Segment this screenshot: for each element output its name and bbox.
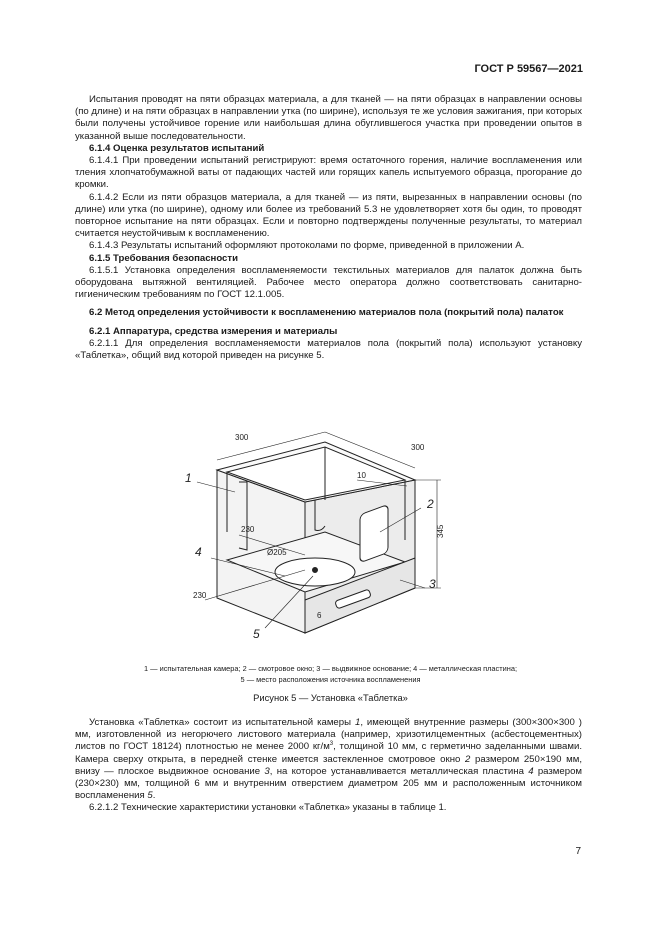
- figure-legend: [60, 663, 601, 685]
- figure-caption: Рисунок 5 — Установка «Таблетка»: [253, 692, 408, 703]
- paragraph: 6.2.1.2 Технические характеристики установки «Таблетка» указаны в таблице 1.: [89, 802, 447, 814]
- document-code: ГОСТ Р 59567—2021: [474, 63, 583, 75]
- paragraph: 6.2.1 Аппаратура, средства измерения и материалы: [89, 325, 338, 337]
- text-block-top: [75, 94, 582, 362]
- paragraph: 6.1.4.3 Результаты испытаний оформляют протоколами по форме, приведенной в приложении А.: [89, 240, 525, 252]
- text-block-bottom: [75, 717, 582, 815]
- viewing-window: [360, 504, 388, 562]
- dim-plate-thick: 6: [317, 611, 322, 620]
- figure-5-drawing: [175, 420, 465, 650]
- paragraph: Установка «Таблетка» состоит из испытательной камеры 1, имеющей внутренние размеры (300×300×300 ) мм, изготовленной из негорючего листового материала (например, хризотилцементных (асбестоцементных) листов по ГОСТ 18124) плотностью не менее 2000 $кг/м^3$, толщиной 10 мм, с герметично заделанными швами. Камера сверху открыта, в передней стенке имеется застекленное смотровое окно 2 размером 250×190 мм, внизу — плоское выдвижное основание 3, на которое устанавливается металлическая пластина 4 размером (230×230) мм, толщиной 6 мм и внутренним отверстием диаметром 205 мм и расположенным источником воспламенения 5.: [75, 717, 583, 802]
- callout-5: 5: [253, 627, 260, 641]
- paragraph: 6.1.5 Требования безопасности: [89, 252, 238, 264]
- paragraph: 6.2 Метод определения устойчивости к воспламенению материалов пола (покрытий пола) палаток: [89, 307, 564, 319]
- paragraph: 6.1.5.1 Установка определения воспламеняемости текстильных материалов для палаток должна быть оборудована вытяжной вентиляцией. Рабочее место оператора должно соответствовать санитарно-гигиеническим требованиям по ГОСТ 12.1.005.: [75, 264, 582, 301]
- callout-2: 2: [427, 497, 434, 511]
- page-number: 7: [575, 846, 581, 857]
- tabletka-drawing: [175, 420, 465, 650]
- paragraph: Испытания проводят на пяти образцах материала, а для тканей — на пяти образцах в направлении основы (по длине) и на пяти образцах в направлении утка (по ширине), используя те же условия зажигания, при которых были получены устойчивое горение или наибольшая длина обуглившегося участка при проведении опытов в указанной выше последовательности.: [75, 94, 582, 142]
- ignition-point: [313, 568, 318, 573]
- paragraph: 6.1.4 Оценка результатов испытаний: [89, 142, 265, 154]
- paragraph: 6.1.4.2 Если из пяти образцов материала, а для тканей — из пяти, вырезанных в направлении основы (по длине) или утка (по ширине), одному или более из требований 5.3 не удовлетворяет хотя бы один, то проводят повторное испытание на пяти образцах. Если и повторно подтверждены полученные результаты, то материал считается неустойчивым к воспламенению.: [75, 191, 582, 240]
- dim-top-width: 300: [235, 433, 249, 442]
- dim-hole: Ø205: [267, 548, 287, 557]
- legend-line-1: 1 — испытательная камера; 2 — смотровое окно; 3 — выдвижное основание; 4 — металлическая пластина;: [144, 664, 517, 673]
- callout-4: 4: [195, 545, 202, 559]
- legend-line-2: 5 — место расположения источника воспламенения: [240, 675, 421, 684]
- dim-right-depth: 300: [411, 443, 425, 452]
- callout-1: 1: [185, 471, 192, 485]
- dim-height: 345: [436, 524, 445, 538]
- dim-plate-side: 230: [193, 591, 207, 600]
- paragraph: 6.2.1.1 Для определения воспламеняемости материалов пола (покрытий пола) используют установку «Таблетка», общий вид которой приведен на рисунке 5.: [75, 337, 582, 362]
- callout-3: 3: [429, 577, 436, 591]
- dim-wall: 10: [357, 471, 366, 480]
- paragraph: 6.1.4.1 При проведении испытаний регистрируют: время остаточного горения, наличие воспламенения или тления хлопчатобумажной ваты от падающих частей или горящих капель испытуемого образца, прогорание до кромки.: [75, 155, 582, 191]
- dim-plate-inner: 230: [241, 525, 255, 534]
